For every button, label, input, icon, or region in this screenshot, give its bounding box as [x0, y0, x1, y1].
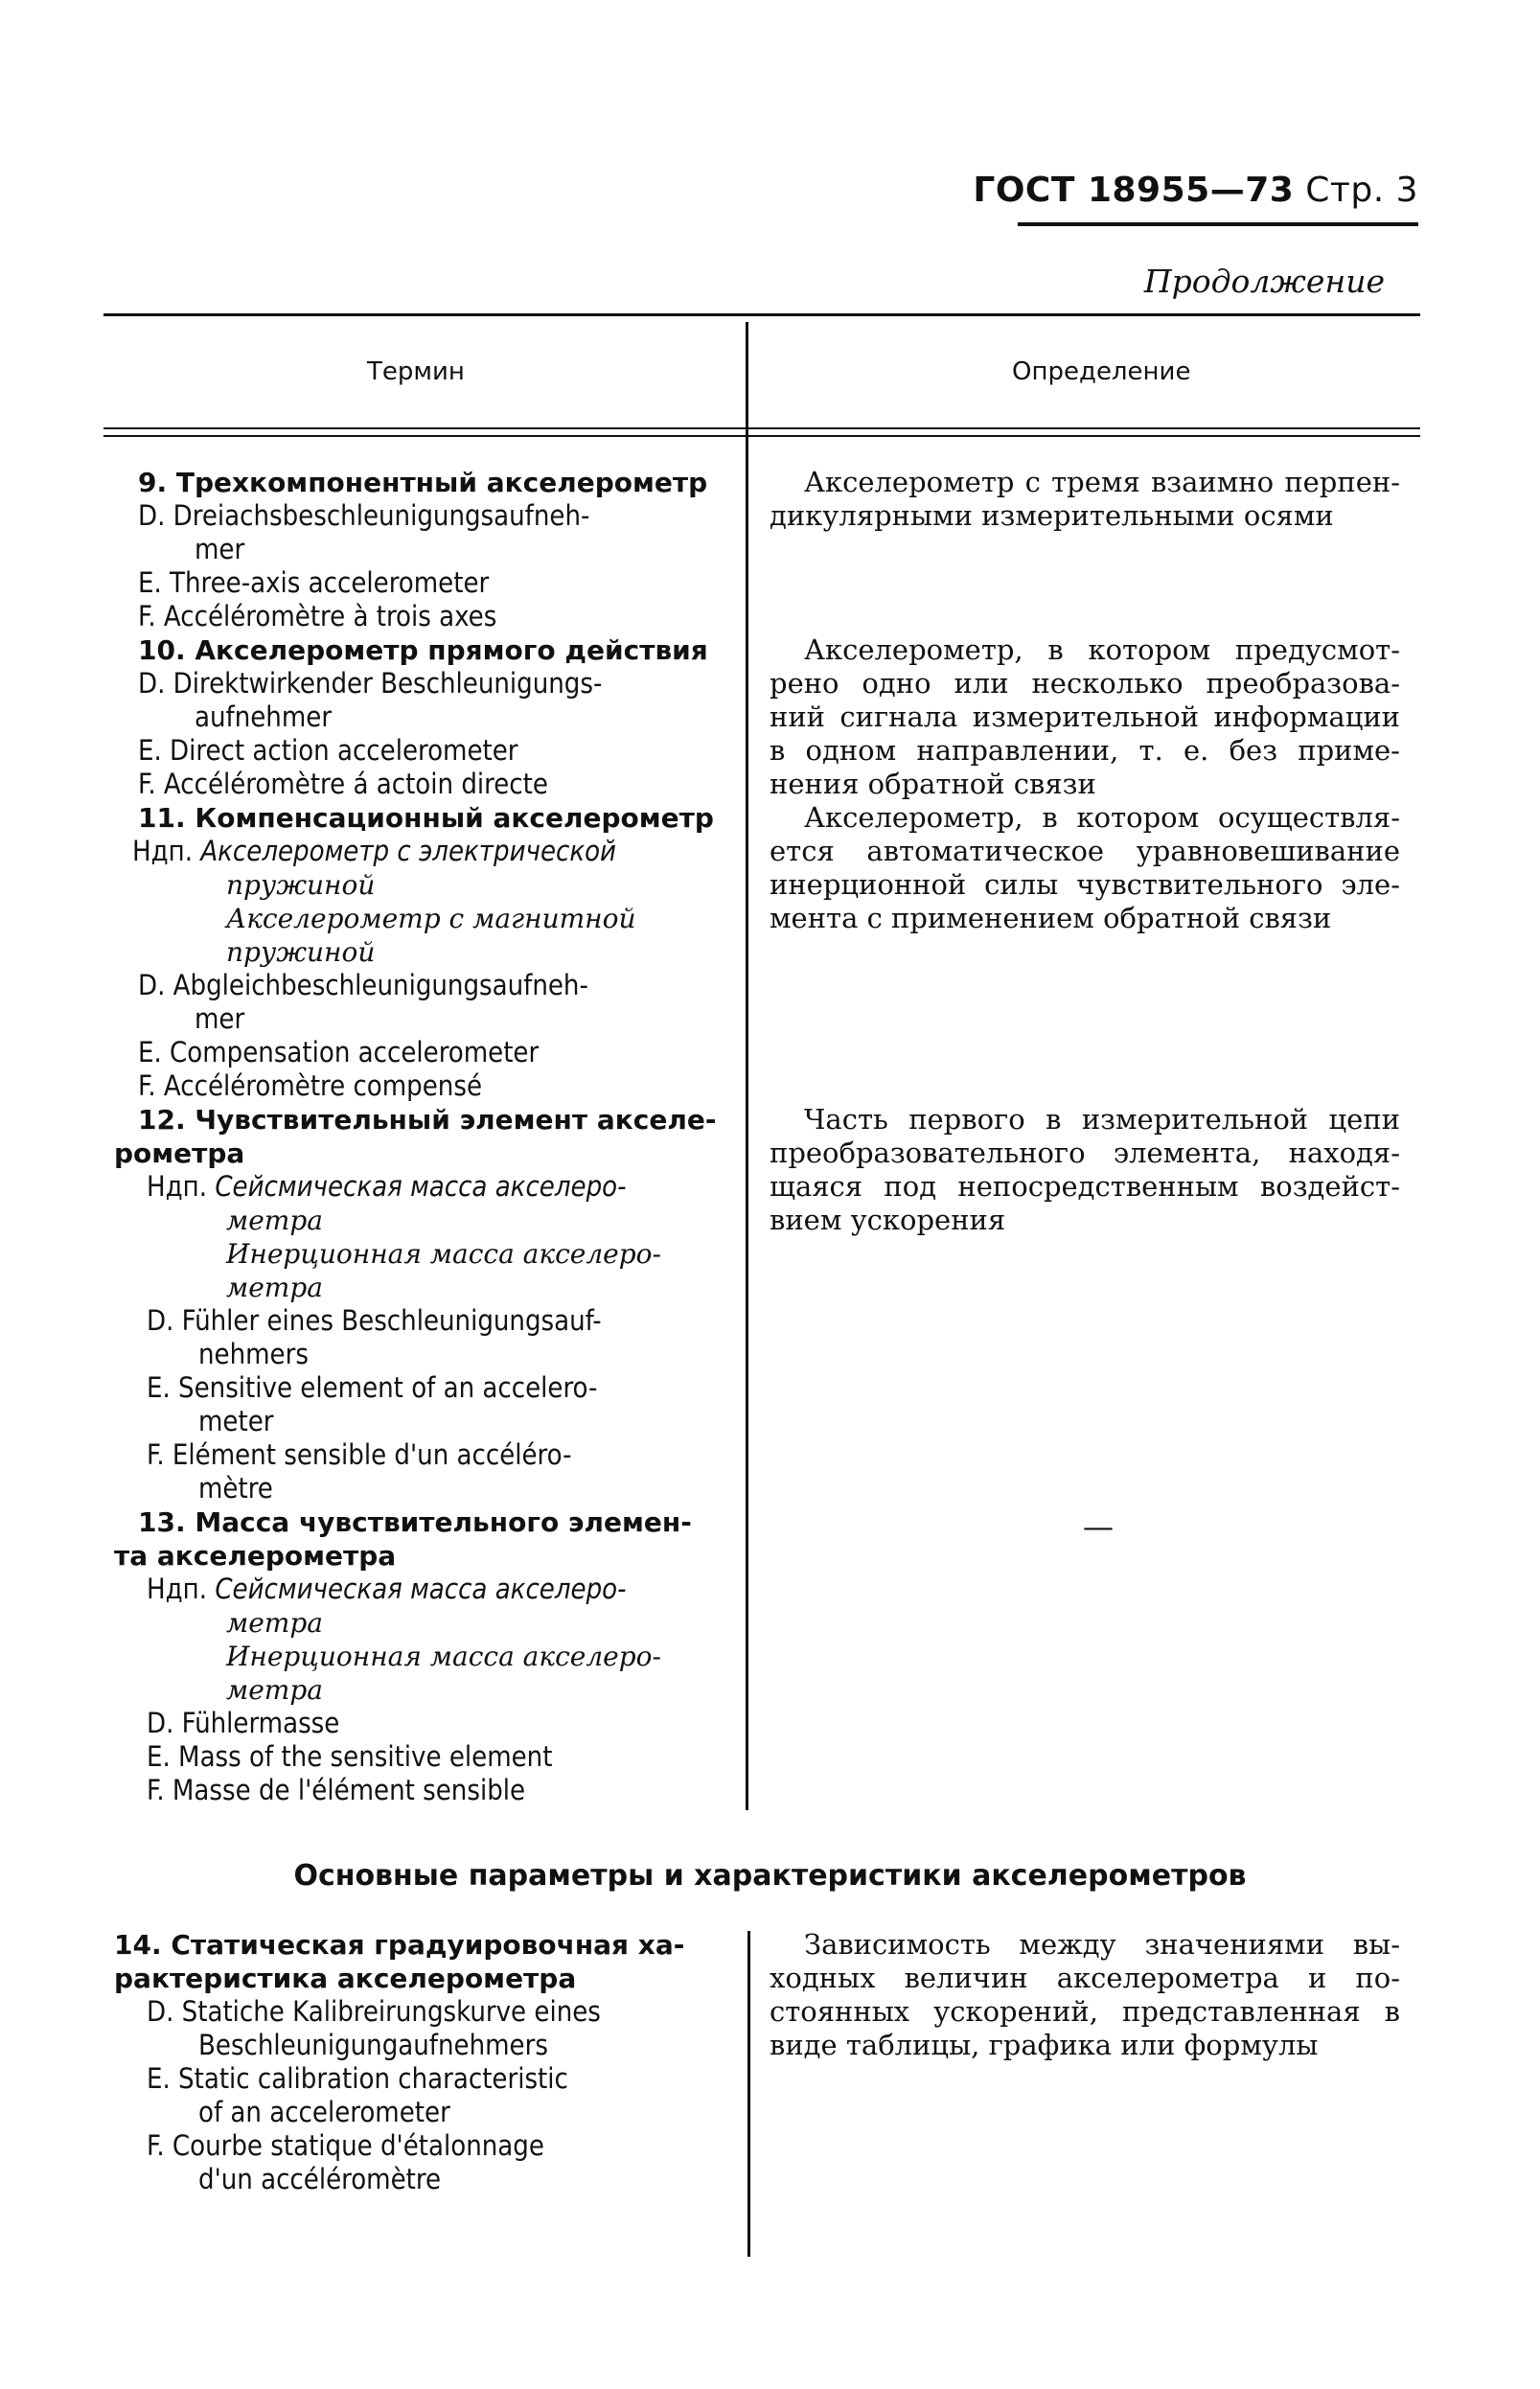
column-header-definition: Определение: [1012, 357, 1191, 386]
table-header-rule: [103, 427, 1420, 429]
term-13-fr: F. Masse de l'élément sensible: [147, 1774, 526, 1806]
term-13-ndp: [147, 1573, 627, 1606]
column-divider: [746, 322, 748, 1810]
term-11-ndp-4: пружиной: [226, 936, 376, 968]
term-12-title-cont: рометра: [114, 1137, 245, 1169]
table-top-rule: [103, 313, 1420, 316]
term-12-fr: F. Elément sensible d'un accéléro-: [147, 1438, 572, 1471]
term-13-ndp-2: метра: [226, 1607, 323, 1639]
term-10-fr: F. Accéléromètre á actoin directe: [138, 768, 548, 800]
term-11-ndp-1: Акселерометр с электрической: [200, 835, 617, 867]
ndp-label: Ндп.: [132, 835, 194, 867]
term-13-title-cont: та акселерометра: [114, 1540, 397, 1572]
term-12-ndp-1: Сейсмическая масса акселеро-: [215, 1170, 627, 1203]
section-heading: Основные параметры и характеристики акселерометров: [293, 1859, 1247, 1893]
page-header: [973, 171, 1418, 210]
term-13-title: 13. Масса чувствительного элемен-: [138, 1506, 692, 1538]
def-10-line-3: ний сигнала измерительной информации: [770, 701, 1400, 733]
term-10-de-cont: aufnehmer: [195, 701, 333, 733]
def-12-line-4: вием ускорения: [770, 1204, 1006, 1236]
term-11-title: 11. Компенсационный акселерометр: [138, 802, 714, 834]
term-11-de-cont: mer: [195, 1002, 245, 1035]
term-11-ndp: [132, 835, 616, 868]
def-11-line-2: ется автоматическое уравновешивание: [770, 835, 1400, 867]
term-12-ndp-2: метра: [226, 1205, 323, 1236]
def-14-line-4: виде таблицы, графика или формулы: [770, 2029, 1319, 2061]
term-12-en-cont: meter: [198, 1405, 274, 1437]
table-header-rule-double: [103, 435, 1420, 437]
def-9-line-1: Акселерометр с тремя взаимно перпен-: [804, 466, 1400, 498]
def-11-line-4: мента с применением обратной связи: [770, 902, 1332, 934]
def-11-line-3: инерционной силы чувствительного эле-: [770, 868, 1400, 901]
term-14-title-cont: рактеристика акселерометра: [114, 1963, 577, 1994]
term-9-de-cont: mer: [195, 533, 245, 565]
term-14-fr-cont: d'un accéléromètre: [198, 2163, 442, 2195]
term-13-ndp-1: Сейсмическая масса акселеро-: [215, 1573, 627, 1605]
term-9-title: 9. Трехкомпонентный акселерометр: [138, 467, 708, 498]
def-14-line-3: стоянных ускорений, представленная в: [770, 1995, 1400, 2028]
term-14-title: 14. Статическая градуировочная ха-: [114, 1929, 685, 1961]
term-14-fr: F. Courbe statique d'étalonnage: [147, 2129, 544, 2162]
def-12-line-3: щаяся под непосредственным воздейст-: [770, 1170, 1400, 1203]
term-9-en: E. Three-axis accelerometer: [138, 566, 490, 599]
term-11-fr: F. Accéléromètre compensé: [138, 1069, 483, 1102]
term-12-fr-cont: mètre: [198, 1472, 273, 1505]
def-12-line-2: преобразовательного элемента, находя-: [770, 1137, 1400, 1169]
term-13-en: E. Mass of the sensitive element: [147, 1740, 553, 1773]
term-12-ndp-4: метра: [226, 1272, 323, 1303]
def-10-line-4: в одном направлении, т. е. без приме-: [770, 734, 1400, 767]
term-13-ndp-3: Инерционная масса акселеро-: [226, 1641, 661, 1672]
def-9-line-2: дикулярными измерительными осями: [770, 499, 1334, 532]
def-10-line-5: нения обратной связи: [770, 768, 1096, 800]
term-9-fr: F. Accéléromètre à trois axes: [138, 600, 497, 632]
column-divider-section: [747, 1931, 750, 2257]
term-13-ndp-4: метра: [226, 1674, 323, 1706]
page-number: Стр. 3: [1305, 171, 1418, 210]
term-12-title: 12. Чувствительный элемент акселе-: [138, 1104, 717, 1136]
def-11-line-1: Акселерометр, в котором осуществля-: [804, 801, 1400, 834]
term-14-de-cont: Beschleunigungaufnehmers: [198, 2029, 548, 2061]
term-13-de: D. Fühlermasse: [147, 1707, 340, 1739]
standard-number: ГОСТ 18955—73: [973, 171, 1295, 210]
term-9-de: D. Dreiachsbeschleunigungsaufneh-: [138, 499, 590, 532]
def-10-line-2: рено одно или несколько преобразова-: [770, 667, 1400, 700]
term-11-de: D. Abgleichbeschleunigungsaufneh-: [138, 969, 588, 1001]
term-10-title: 10. Акселерометр прямого действия: [138, 634, 708, 666]
term-10-de: D. Direktwirkender Beschleunigungs-: [138, 667, 603, 700]
term-14-en: E. Static calibration characteristic: [147, 2062, 568, 2095]
term-10-en: E. Direct action accelerometer: [138, 734, 518, 767]
def-14-line-2: ходных величин акселерометра и по-: [770, 1962, 1400, 1994]
header-rule: [1018, 222, 1418, 226]
term-12-ndp: [147, 1170, 627, 1204]
def-10-line-1: Акселерометр, в котором предусмот-: [804, 633, 1400, 666]
def-13-dash: —: [1083, 1508, 1114, 1545]
continuation-label: Продолжение: [1143, 263, 1385, 300]
term-11-ndp-3: Акселерометр с магнитной: [226, 903, 636, 934]
ndp-label: Ндп.: [147, 1170, 208, 1203]
term-14-de: D. Statiche Kalibreirungskurve eines: [147, 1995, 601, 2028]
term-12-ndp-3: Инерционная масса акселеро-: [226, 1238, 661, 1270]
term-11-en: E. Compensation accelerometer: [138, 1036, 540, 1068]
term-12-en: E. Sensitive element of an accelero-: [147, 1371, 598, 1404]
column-header-term: Термин: [367, 357, 465, 386]
def-14-line-1: Зависимость между значениями вы-: [804, 1928, 1400, 1961]
term-11-ndp-2: пружиной: [226, 869, 376, 901]
term-14-en-cont: of an accelerometer: [198, 2096, 450, 2128]
term-12-de: D. Fühler eines Beschleunigungsauf-: [147, 1304, 602, 1337]
def-12-line-1: Часть первого в измерительной цепи: [804, 1103, 1400, 1136]
ndp-label: Ндп.: [147, 1573, 208, 1605]
term-12-de-cont: nehmers: [198, 1338, 309, 1370]
